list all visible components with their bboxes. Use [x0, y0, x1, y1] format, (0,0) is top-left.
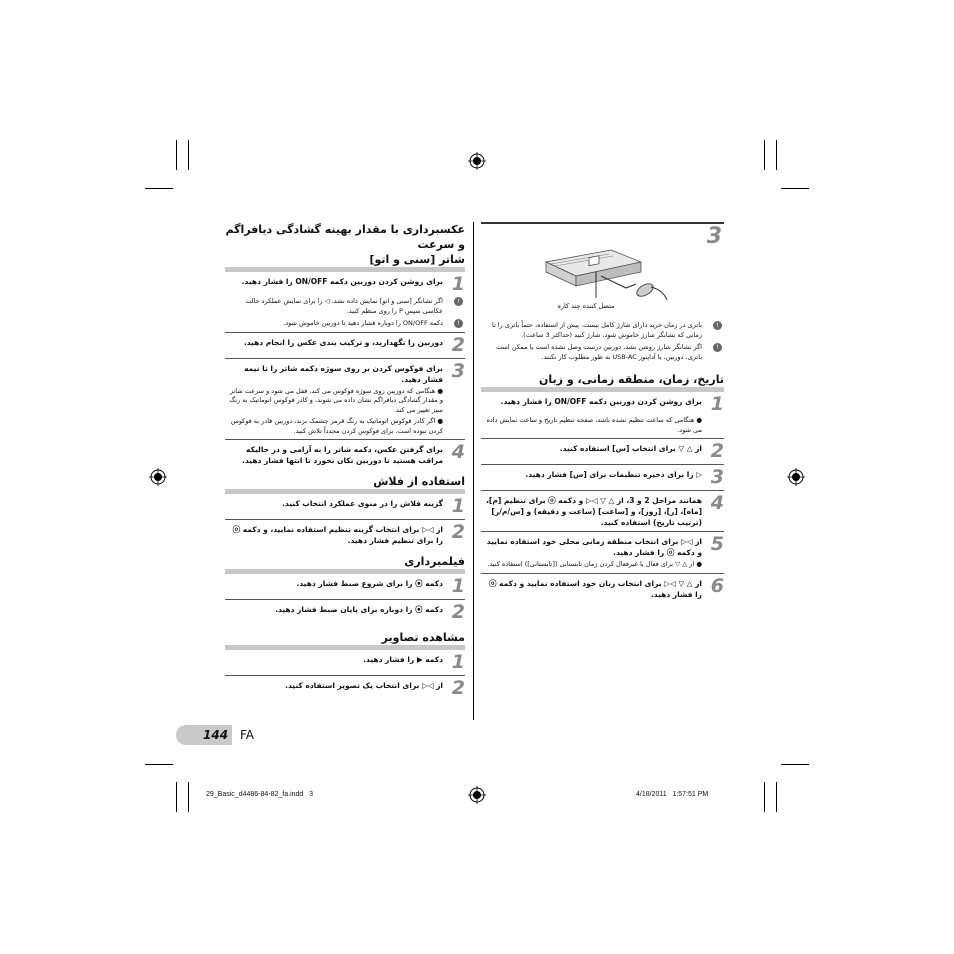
crop-mark [145, 188, 173, 189]
note-icon: ! [454, 297, 463, 306]
note: ! باتری در زمان خرید دارای شارژ کامل نیست. پیش از استفاده، حتماً باتری را تا زمانی که نشانگر شارژ خاموش شود، شارژ کنید (حداکثر 3 ساعت). [481, 321, 724, 340]
bullet: ● هنگامی که دوربین روی سوژه فوکوس می کند، قفل می شود و سرعت شاتر و مقدار گشادگی دیافراگم نشان داده می شوند، و کادر فوکوس اتوماتیک به رنگ سبز تغییر می کند. [229, 386, 443, 414]
crop-mark [776, 782, 777, 812]
note-icon: ! [713, 343, 722, 352]
crop-mark [781, 764, 809, 765]
crop-mark [781, 188, 809, 189]
divider [481, 438, 724, 439]
note: ! اگر نشانگر شارژ روشن نشد، دوربین درست وصل نشده است یا ممکن است باتری، دوربین، یا آداپتور USB-AC به طور مطلوب کار نکنند. [481, 343, 724, 362]
registration-mark-icon [468, 786, 486, 804]
step: 3 برای فوکوس کردن بر روی سوژه دکمه شاتر را تا نیمه فشار دهید. [244, 359, 465, 384]
section-title: استفاده از فلاش [373, 475, 465, 488]
divider [225, 599, 465, 600]
step: 2 دکمه ⦿ را دوباره برای پایان ضبط فشار دهید. [275, 601, 465, 623]
column-divider [473, 222, 474, 720]
divider [481, 490, 724, 491]
section-rule [481, 387, 724, 392]
step: 1 برای روشن کردن دوربین دکمه ON/OFF را فشار دهید. [241, 273, 465, 295]
step: 2 دوربین را نگهدارید، و ترکیب بندی عکس را انجام دهید. [243, 333, 465, 356]
note: ! اگر نشانگر [سنی و اتو] نمایش داده نشد، ◁ را برای نمایش عملکرد حالت عکاسی سپس P را روی منظم کنید. [225, 297, 465, 316]
section-rule [225, 267, 465, 272]
step: 1 دکمه ⦿ را برای شروع ضبط فشار دهید. [296, 575, 465, 597]
step: 1 دکمه ▶ را فشار دهید. [363, 651, 465, 673]
section-title: عکسبرداری با مقدار بهینه گشادگی دیافراگم و سرعت [225, 223, 465, 251]
page-number: 144 [203, 728, 229, 742]
bullet: ● از △ ▽ برای فعال یا غیرفعال کردن زمان تابستانی ([تابستانی]) استفاده کنید. [487, 560, 702, 568]
crop-mark [764, 140, 765, 170]
divider [481, 573, 724, 574]
file-slug: 29_Basic_d4486-84-82_fa.indd 3 [206, 791, 314, 798]
bullet: ● هنگامی که ساعت تنظیم نشده باشد، صفحه تنظیم تاریخ و ساعت نمایش داده می شود. [486, 416, 702, 434]
registration-mark-icon [787, 468, 805, 486]
note-icon: ! [454, 319, 463, 328]
crop-mark [176, 782, 177, 812]
section-rule [225, 569, 465, 574]
step: 1 گزینه فلاش را در منوی عملکرد انتخاب کنید. [282, 495, 465, 517]
right-column [481, 222, 724, 599]
step: 6 از △ ▽ ◁▷ برای انتخاب زبان خود استفاده نمایید و دکمه ⓞ را فشار دهید. [488, 574, 724, 599]
divider [225, 675, 465, 676]
bullet: ● اگر کادر فوکوس اتوماتیک به رنگ قرمز چشمک بزند، دوربین قادر به فوکوس کردن نبوده است. برای فوکوس کردن مجدداً تلاش کنید. [230, 417, 443, 435]
step: 2 از ◁▷ برای انتخاب گزینه تنظیم استفاده نمایید، و دکمه ⓞ را برای تنظیم فشار دهید. [232, 521, 465, 545]
section-title: تاریخ، زمان، منطقه زمانی، و زبان [539, 373, 724, 386]
divider [225, 332, 465, 333]
section-title: مشاهده تصاویر [381, 631, 465, 644]
crop-mark [176, 140, 177, 170]
step: 2 از △ ▽ برای انتخاب [س] استفاده کنید. [559, 440, 724, 462]
step: 4 برای گرفتن عکس، دکمه شاتر را به آرامی و در حالیکه مراقب هستید تا دوربین تکان نخورد تا انتها فشار دهید. [242, 441, 465, 465]
section-rule [225, 489, 465, 494]
crop-mark [764, 782, 765, 812]
step: 4 همانند مراحل 2 و 3، از △ ▽ ◁▷ و دکمه ⓞ برای تنظیم [م]، [ماه]، [ر]، [روز]، و [ساعت] (ساعت و دقیقه) و [س/م/ر] (ترتیب تاریخ) استفاده کنید. [486, 492, 724, 527]
step: 2 از ◁▷ برای انتخاب یک تصویر استفاده کنید. [285, 677, 465, 699]
note-icon: ! [713, 321, 722, 330]
divider [481, 464, 724, 465]
language-code: FA [240, 728, 255, 742]
registration-mark-icon [468, 152, 486, 170]
section-title: فیلمبرداری [404, 555, 465, 568]
print-timestamp: 4/18/2011 1:57:51 PM [636, 791, 709, 798]
left-column [225, 222, 465, 698]
divider [225, 519, 465, 520]
section-number: 3 [706, 224, 722, 249]
step: 3 ▷ را برای ذخیره تنظیمات برای [س] فشار دهید. [525, 466, 724, 488]
section-header-rule [481, 222, 724, 224]
note: ! دکمه ON/OFF را دوباره فشار دهید تا دوربین خاموش شود. [225, 319, 465, 329]
crop-mark [145, 764, 173, 765]
crop-mark [188, 140, 189, 170]
divider [225, 439, 465, 440]
crop-mark [188, 782, 189, 812]
registration-mark-icon [149, 468, 167, 486]
divider [481, 531, 724, 532]
section-title: شاتر [سنی و اتو] [369, 253, 465, 266]
step: 5 از ◁▷ برای انتخاب منطقه زمانی محلی خود استفاده نمایید و دکمه ⓞ را فشار دهید. [486, 533, 724, 557]
step: 1 برای روشن کردن دوربین دکمه ON/OFF را فشار دهید. [500, 393, 724, 415]
section-rule [225, 645, 465, 650]
camera-usb-illustration [541, 232, 671, 302]
divider [225, 358, 465, 359]
illustration-caption: متصل کننده چند کاره [557, 302, 615, 310]
crop-mark [776, 140, 777, 170]
